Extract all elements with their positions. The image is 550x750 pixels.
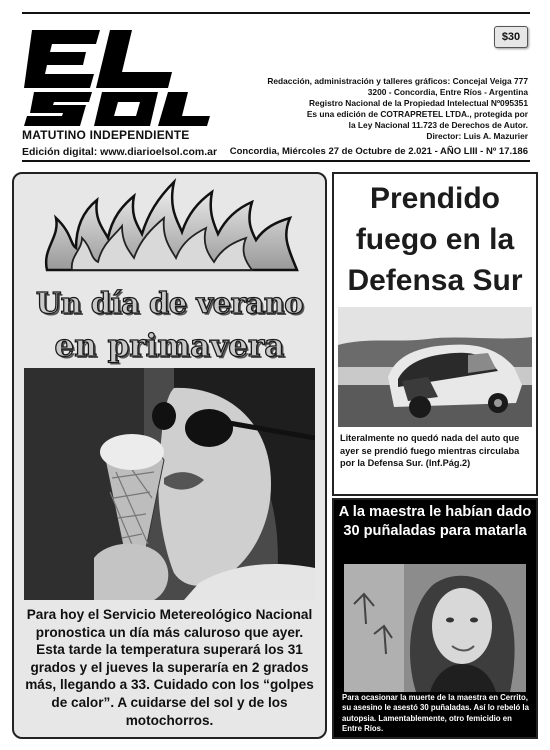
burned-car-photo-graphic [338, 307, 532, 427]
price-badge: $30 [494, 26, 528, 48]
digital-edition-link[interactable]: Edición digital: www.diarioelsol.com.ar [22, 146, 218, 158]
masthead-rule [22, 160, 530, 162]
credits-line: 3200 - Concordia, Entre Ríos - Argentina [367, 87, 528, 97]
teacher-story-panel[interactable] [332, 498, 538, 739]
main-headline-line2: en primavera [54, 328, 285, 364]
teacher-caption: Para ocasionar la muerte de la maestra en Cerrito, su asesino le asestó 30 puñaladas. Así lo rebeló la autopsia. Lamentablemente, otro femicidio en Entre Ríos. [342, 693, 529, 734]
fire-headline: Prendido fuego en la Defensa Sur [347, 182, 523, 297]
credits-line: Es una edición de COTRAPRETEL LTDA., protegida por [306, 109, 528, 119]
ice-cream-photo [24, 368, 315, 600]
fire-story-panel[interactable] [332, 172, 538, 496]
top-rule [22, 12, 530, 14]
burned-car-photo [338, 307, 532, 427]
fire-caption: Literalmente no quedó nada del auto que ayer se prendió fuego mientras circulaba por la Defensa Sur. (Inf.Pág.2) [340, 433, 520, 469]
credits-line: Director: Luis A. Mazurier [426, 131, 528, 141]
newspaper-logo [22, 22, 212, 127]
teacher-headline: A la maestra le habían dado 30 puñaladas para matarla [338, 504, 532, 539]
tagline: MATUTINO INDEPENDIENTE [22, 128, 190, 142]
credits-line: Registro Nacional de la Propiedad Intelectual Nº095351 [308, 98, 528, 108]
main-story-panel[interactable] [12, 172, 327, 739]
main-headline-line1: Un día de verano [35, 286, 304, 320]
credits-line: la Ley Nacional 11.723 de Derechos de Autor. [348, 120, 528, 130]
main-story-lead: Para hoy el Servicio Metereológico Nacional pronostica un día más caluroso que ayer. Esta tarde la temperatura superará los 31 grados y el jueves la superaría en 2 grados más, llegando a 33. Cuidado con los “golpes de calor”. A cuidarse del sol y de los motochorros. [25, 607, 314, 728]
publisher-credits [267, 76, 528, 142]
teacher-portrait-photo [344, 564, 526, 692]
dateline: Concordia, Miércoles 27 de Octubre de 2.021 - AÑO LIII - Nº 17.186 [229, 146, 528, 157]
teacher-portrait-photo-graphic [344, 564, 526, 692]
credits-line: Redacción, administración y talleres gráficos: Concejal Veiga 777 [267, 76, 528, 86]
ice-cream-photo-graphic [24, 368, 315, 600]
flames-illustration [42, 178, 302, 273]
